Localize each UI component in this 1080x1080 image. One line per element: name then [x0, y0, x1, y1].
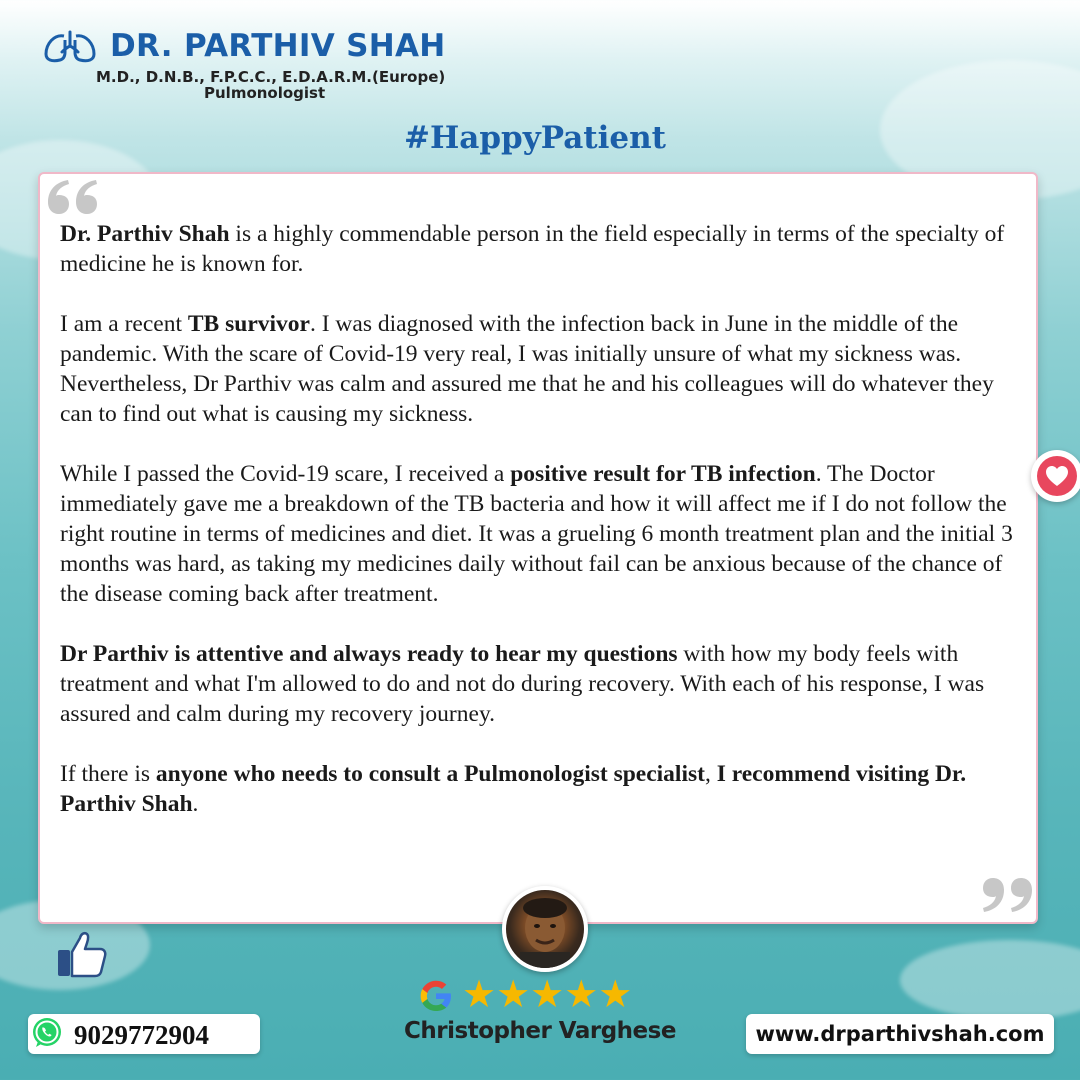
whatsapp-icon: [30, 1016, 64, 1050]
review-highlight: positive result for TB infection: [510, 461, 816, 487]
review-text: [60, 219, 1026, 849]
review-paragraph: [60, 759, 1026, 819]
review-paragraph: [60, 459, 1026, 609]
website-link[interactable]: www.drparthivshah.com: [755, 1022, 1045, 1046]
review-text-run: . The Doctor immediately gave me a breakdown of the TB bacteria and how it will affect me if I do not follow the right routine in terms of medicines and diet. It was a grueling 6 month treatment plan and the initial 3 months was hard, as taking my medicines daily without fail can be anxious because of the chance of the disease coming back after treatment.: [60, 461, 1013, 607]
close-quote-icon: [980, 874, 1036, 918]
review-text-run: If there is: [60, 761, 156, 787]
review-highlight: Dr. Parthiv Shah: [60, 221, 230, 247]
star-rating: ★★★★★: [462, 972, 633, 1016]
background-splash: [900, 940, 1080, 1020]
review-text-run: I am a recent: [60, 311, 188, 337]
heart-icon: [1037, 456, 1077, 496]
phone-number[interactable]: 9029772904: [74, 1020, 209, 1050]
lungs-icon: [42, 30, 98, 64]
review-text-run: . I was diagnosed with the infection back in June in the middle of the pandemic. With the scare of Covid-19 very real, I was initially unsure of what my sickness was. Nevertheless, Dr Parthiv was calm and assured me that he and his colleagues will do whatever they can to find out what is causing my sickness.: [60, 311, 994, 427]
review-highlight: anyone who needs to consult a Pulmonologist specialist: [155, 761, 705, 787]
reviewer-avatar: [502, 886, 588, 972]
review-paragraph: [60, 309, 1026, 429]
review-highlight: I recommend visiting Dr. Parthiv Shah: [60, 761, 967, 817]
thumbs-up-icon: [56, 930, 108, 978]
review-paragraph: [60, 639, 1026, 729]
review-paragraph: [60, 219, 1026, 279]
google-g-icon: [418, 978, 454, 1014]
review-text-run: is a highly commendable person in the field especially in terms of the specialty of medicine he is known for.: [60, 221, 1005, 277]
review-highlight: TB survivor: [187, 311, 310, 337]
page-title: #HappyPatient: [404, 120, 666, 156]
brand-qualifications: M.D., D.N.B., F.P.C.C., E.D.A.R.M.(Europe): [96, 68, 446, 86]
review-text-run: While I passed the Covid-19 scare, I received a: [60, 461, 511, 487]
review-text-run: ,: [704, 761, 717, 787]
brand-specialty: Pulmonologist: [204, 84, 326, 102]
open-quote-icon: [44, 174, 100, 218]
reviewer-name: Christopher Varghese: [404, 1018, 676, 1044]
brand-name: DR. PARTHIV SHAH: [110, 28, 446, 64]
review-text-run: with how my body feels with treatment and what I'm allowed to do and not do during recovery. With each of his response, I was assured and calm during my recovery journey.: [60, 641, 985, 727]
review-text-run: .: [192, 791, 199, 817]
review-highlight: Dr Parthiv is attentive and always ready to hear my questions: [60, 641, 678, 667]
like-heart-button[interactable]: [1031, 450, 1080, 502]
